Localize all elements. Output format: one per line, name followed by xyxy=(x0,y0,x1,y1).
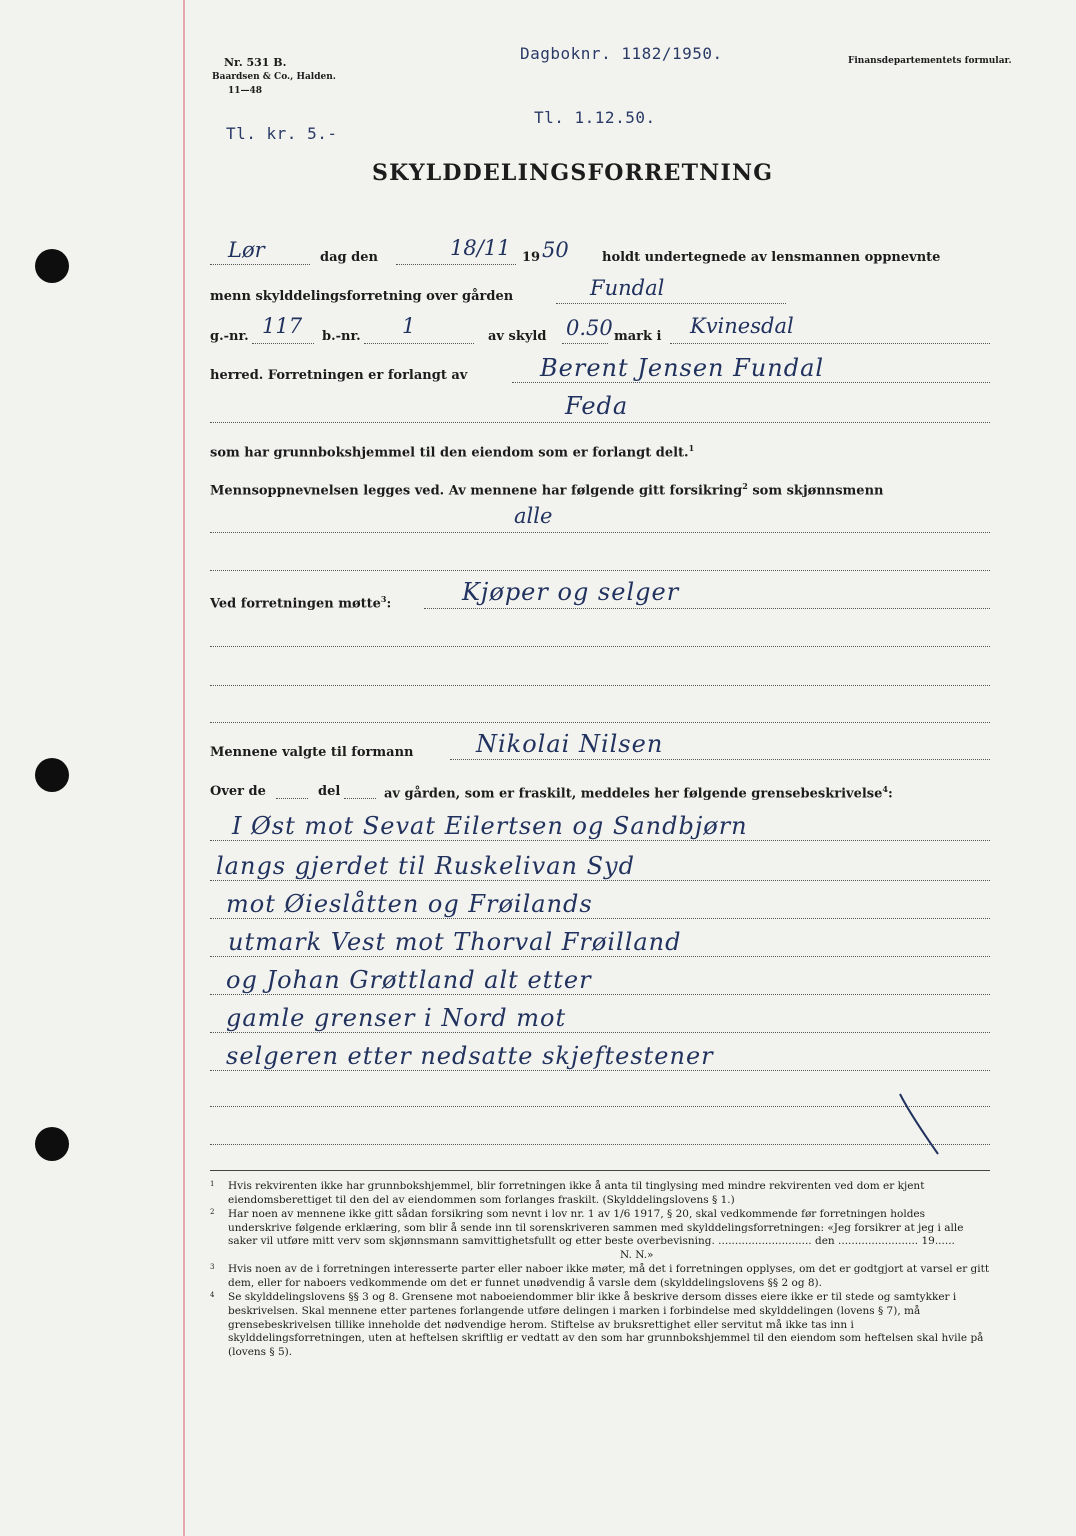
dotted-line xyxy=(556,303,786,304)
dotted-line xyxy=(396,264,516,265)
farm-value: Fundal xyxy=(590,276,665,300)
printer: Baardsen & Co., Halden. xyxy=(212,72,336,82)
form-source: Finansdepartementets formular. xyxy=(848,56,1012,66)
dotted-line xyxy=(210,532,990,533)
herred-text: herred. Forretningen er forlangt av xyxy=(210,368,468,383)
dotted-line xyxy=(670,343,990,344)
dotted-line xyxy=(210,646,990,647)
footnote-3: $^3$ Hvis noen av de i forretningen interesserte parter eller naboer ikke møter, må det i forretningen opplyses, om det er godtgjort at varsel er gitt dem, eller for naboers vedkommende om det er funnet unødvendig å varsle dem (skylddelingslovens §§ 2 og 8). xyxy=(210,1263,990,1290)
dotted-line xyxy=(424,608,990,609)
boundary-line: langs gjerdet til Ruskelivan Syd xyxy=(216,852,635,880)
formann-label: Mennene valgte til formann xyxy=(210,745,414,760)
mark-label: mark i xyxy=(614,329,662,344)
document-title: SKYLDDELINGSFORRETNING xyxy=(372,160,774,186)
dotted-line xyxy=(210,1032,990,1033)
dotted-line xyxy=(210,570,990,571)
margin-line xyxy=(183,0,185,1536)
dotted-line xyxy=(210,1144,990,1145)
dotted-line xyxy=(344,798,376,799)
boundary-line: utmark Vest mot Thorval Frøilland xyxy=(228,928,682,956)
bnr-label: b.-nr. xyxy=(322,329,361,344)
dotted-line xyxy=(210,685,990,686)
dotted-line xyxy=(210,994,990,995)
dotted-line xyxy=(210,1070,990,1071)
bnr-value: 1 xyxy=(402,314,416,338)
motte-label: Ved forretningen møtte$^3$: xyxy=(210,594,392,612)
del-label: del xyxy=(318,784,341,799)
boundary-line: selgeren etter nedsatte skjeftestener xyxy=(226,1042,714,1070)
footnote-4: $^4$ Se skylddelingslovens §§ 3 og 8. Grensene mot naboeiendommer blir ikke å beskrive dersom disses eiere ikke er til stede og samtykker i beskrivelsen. Skal mennene etter partenes forlangende utføre delingen i marken i forbindelse med skylddelingen (lovens § 7), må grensebeskrivelsen tillike inneholde det nødvendige herom. Stiftelse av bruksrettighet eller servitut må ikke tas inn i skylddelingsforretningen, uten at heftelsen skriftlig er vedtatt av den som har grunnbokshjemmel til den eiendom som heftelsen skal hvile på (lovens § 5). xyxy=(210,1290,984,1359)
year-value: 50 xyxy=(542,238,569,262)
dotted-line xyxy=(210,722,990,723)
gaarden-text: av gården, som er fraskilt, meddeles her følgende grensebeskrivelse$^4$: xyxy=(384,784,893,802)
gnr-value: 117 xyxy=(262,314,303,338)
punch-hole xyxy=(35,1127,69,1161)
mennsopp-text: Mennsoppnevnelsen legges ved. Av mennene har følgende gitt forsikring$^2$ som skjønnsmenn xyxy=(210,481,884,499)
dotted-line xyxy=(364,343,474,344)
form-number: Nr. 531 B. xyxy=(224,56,287,69)
dotted-line xyxy=(210,264,310,265)
grunnbok-text: som har grunnbokshjemmel til den eiendom som er forlangt delt.$^1$ xyxy=(210,443,695,461)
holdt-text: holdt undertegnede av lensmannen oppnevnte xyxy=(602,250,941,265)
date-value: 18/11 xyxy=(450,236,511,260)
dag-den-label: dag den xyxy=(320,250,378,265)
dotted-line xyxy=(276,798,308,799)
footnote-rule xyxy=(210,1170,990,1171)
skyld-label: av skyld xyxy=(488,329,547,344)
footnotes xyxy=(210,1180,990,1360)
day-value: Lør xyxy=(228,238,265,262)
dotted-line xyxy=(450,759,990,760)
tl-date-stamp: Tl. 1.12.50. xyxy=(534,108,656,127)
year-prefix: 19 xyxy=(522,250,541,265)
print-date: 11—48 xyxy=(228,86,263,96)
journal-stamp: Dagboknr. 1182/1950. xyxy=(520,44,723,63)
municipality-value: Kvinesdal xyxy=(690,314,794,338)
skyld-value: 0.50 xyxy=(566,316,613,340)
punch-hole xyxy=(35,758,69,792)
boundary-line: mot Øieslåtten og Frøilands xyxy=(226,890,593,918)
dotted-line xyxy=(512,382,990,383)
dotted-line xyxy=(210,422,990,423)
dotted-line xyxy=(210,840,990,841)
footnote-nn: N. N.» xyxy=(620,1249,654,1262)
footnote-2: $^2$ Har noen av mennene ikke gitt sådan forsikring som nevnt i lov nr. 1 av 1/6 1917, § 20, skal vedkommende før forretningen holdes underskrive følgende erklæring, som blir å sende inn til sorenskriveren sammen med skylddelingsforretningen: «Jeg forsikrer at jeg i alle saker vil utføre mitt verv som skjønnsmann samvittighetsfullt og etter beste overbevisning. ............................ den ........................ 19...... xyxy=(210,1207,964,1248)
dotted-line xyxy=(210,918,990,919)
dotted-line xyxy=(210,956,990,957)
menn-text: menn skylddelingsforretning over gården xyxy=(210,289,514,304)
boundary-line: og Johan Grøttland alt etter xyxy=(226,966,592,994)
boundary-line: gamle grenser i Nord mot xyxy=(226,1004,567,1032)
motte-value: Kjøper og selger xyxy=(462,578,680,606)
formann-value: Nikolai Nilsen xyxy=(476,730,664,758)
gnr-label: g.-nr. xyxy=(210,329,249,344)
punch-hole xyxy=(35,249,69,283)
dotted-line xyxy=(252,343,314,344)
dotted-line xyxy=(210,880,990,881)
dotted-line xyxy=(210,1106,990,1107)
footnote-1: $^1$ Hvis rekvirenten ikke har grunnbokshjemmel, blir forretningen ikke å anta til tinglysing med mindre rekvirenten ved dom er kjent eiendomsberettiget til den del av eiendommen som forlanges fraskilt. (Skylddelingslovens § 1.) xyxy=(210,1180,925,1206)
tl-fee-stamp: Tl. kr. 5.- xyxy=(226,124,338,143)
forsikring-value: alle xyxy=(514,504,553,528)
closing-stroke xyxy=(896,1090,946,1160)
requester-line2: Feda xyxy=(565,392,629,420)
over-de-label: Over de xyxy=(210,784,266,799)
dotted-line xyxy=(562,343,608,344)
boundary-line: I Øst mot Sevat Eilertsen og Sandbjørn xyxy=(232,812,748,840)
requester-line1: Berent Jensen Fundal xyxy=(540,354,825,382)
